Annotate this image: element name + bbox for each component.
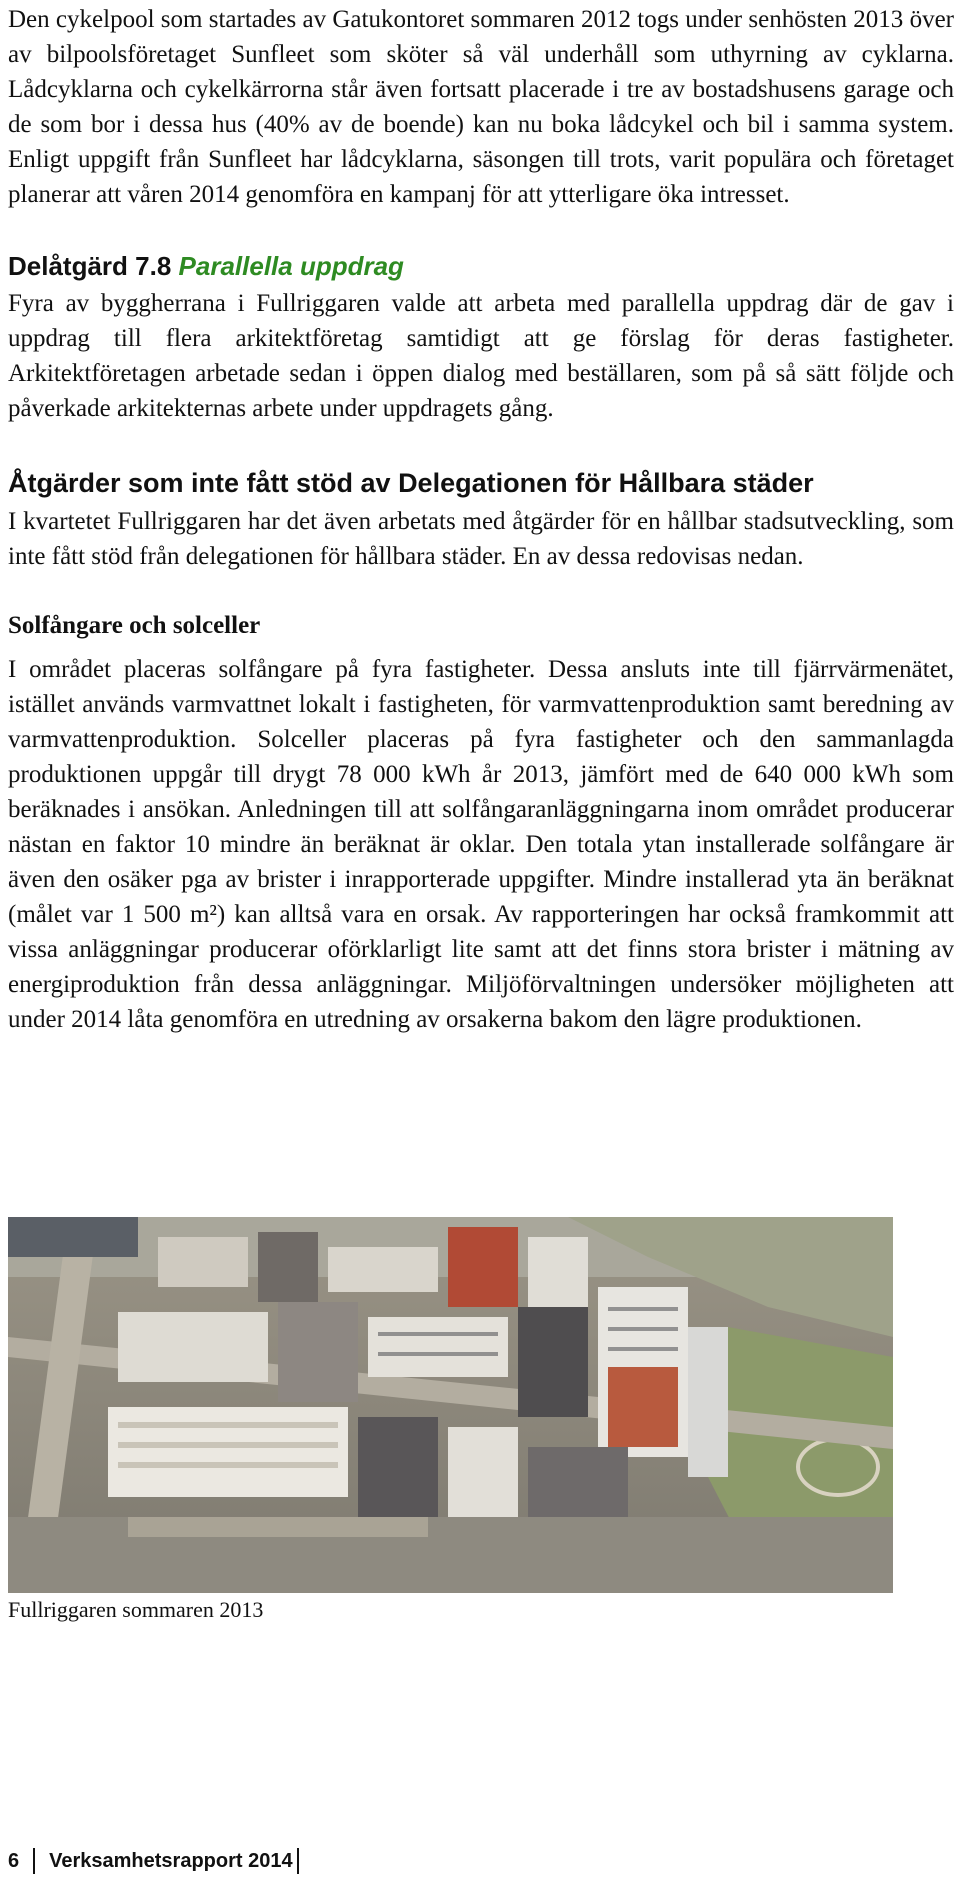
page-number: 6 — [8, 1850, 20, 1872]
measure-paragraph: Fyra av byggherrana i Fullriggaren valde att arbeta med parallella uppdrag där de gav i uppdrag till flera arkitektföretag samtidigt att ge förslag för deras fastigheter. Arkitektföretagen arbetade sedan i öppen dialog med beställaren, som på så sätt följde och påverkade arkitekternas arbete under uppdragets gång. — [8, 290, 954, 422]
solar-paragraph: I området placeras solfångare på fyra fastigheter. Dessa ansluts inte till fjärrvärmenätet, istället används varmvattnet lokalt i fastigheten, för varmvattenproduktion samt beredning av varmvattenproduktion. Solceller placeras på fyra fastigheter och den sammanlagda produktionen uppgår till drygt 78 000 kWh år 2013, jämfört med de 640 000 kWh som beräknades i ansökan. Anledningen till att solfångaranläggningarna inom området producerar nästan en faktor 10 mindre än beräknat är oklar. Den totala ytan installerade solfångare är även den osäker pga av brister i inrapporterade uppgifter. Mindre installerad yta än beräknat (målet var 1 500 m²) kan alltså vara en orsak. Av rapporteringen har också framkommit att vissa anläggningar producerar oförklarligt lite samt att det finns stora brister i mätning av energiproduktion från dessa anläggningar. Miljöförvaltningen undersöker möjligheten att under 2014 låta genomföra en utredning av orsakerna bakom den lägre produktionen. — [8, 656, 954, 1033]
measure-heading — [8, 250, 954, 282]
document-page — [8, 0, 954, 1037]
photo-caption: Fullriggaren sommaren 2013 — [8, 1597, 264, 1622]
solar-heading: Solfångare och solceller — [8, 612, 261, 639]
measure-title: Parallella uppdrag — [178, 251, 404, 281]
unsupported-paragraph: I kvartetet Fullriggaren har det även arbetats med åtgärder för en hållbar stadsutveckling, som inte fått stöd från delegationen för hållbara städer. En av dessa redovisas nedan. — [8, 508, 954, 570]
aerial-photo — [8, 1217, 893, 1593]
aerial-photo-illustration — [8, 1217, 893, 1593]
footer-separator — [33, 1848, 35, 1874]
footer-separator-end — [297, 1848, 299, 1874]
page-footer — [8, 1847, 299, 1875]
measure-label: Delåtgärd 7.8 — [8, 251, 172, 281]
report-title: Verksamhetsrapport 2014 — [49, 1850, 293, 1872]
unsupported-section-heading: Åtgärder som inte fått stöd av Delegationen för Hållbara städer — [8, 468, 814, 498]
intro-paragraph: Den cykelpool som startades av Gatukontoret sommaren 2012 togs under senhösten 2013 över av bilpoolsföretaget Sunfleet som sköter så väl underhåll som uthyrning av cyklarna. Lådcyklarna och cykelkärrorna står även fortsatt placerade i tre av bostadshusens garage och de som bor i dessa hus (40% av de boende) kan nu boka lådcykel och bil i samma system. Enligt uppgift från Sunfleet har lådcyklarna, säsongen till trots, varit populära och företaget planerar att våren 2014 genomföra en kampanj för att ytterligare öka intresset. — [8, 6, 954, 208]
